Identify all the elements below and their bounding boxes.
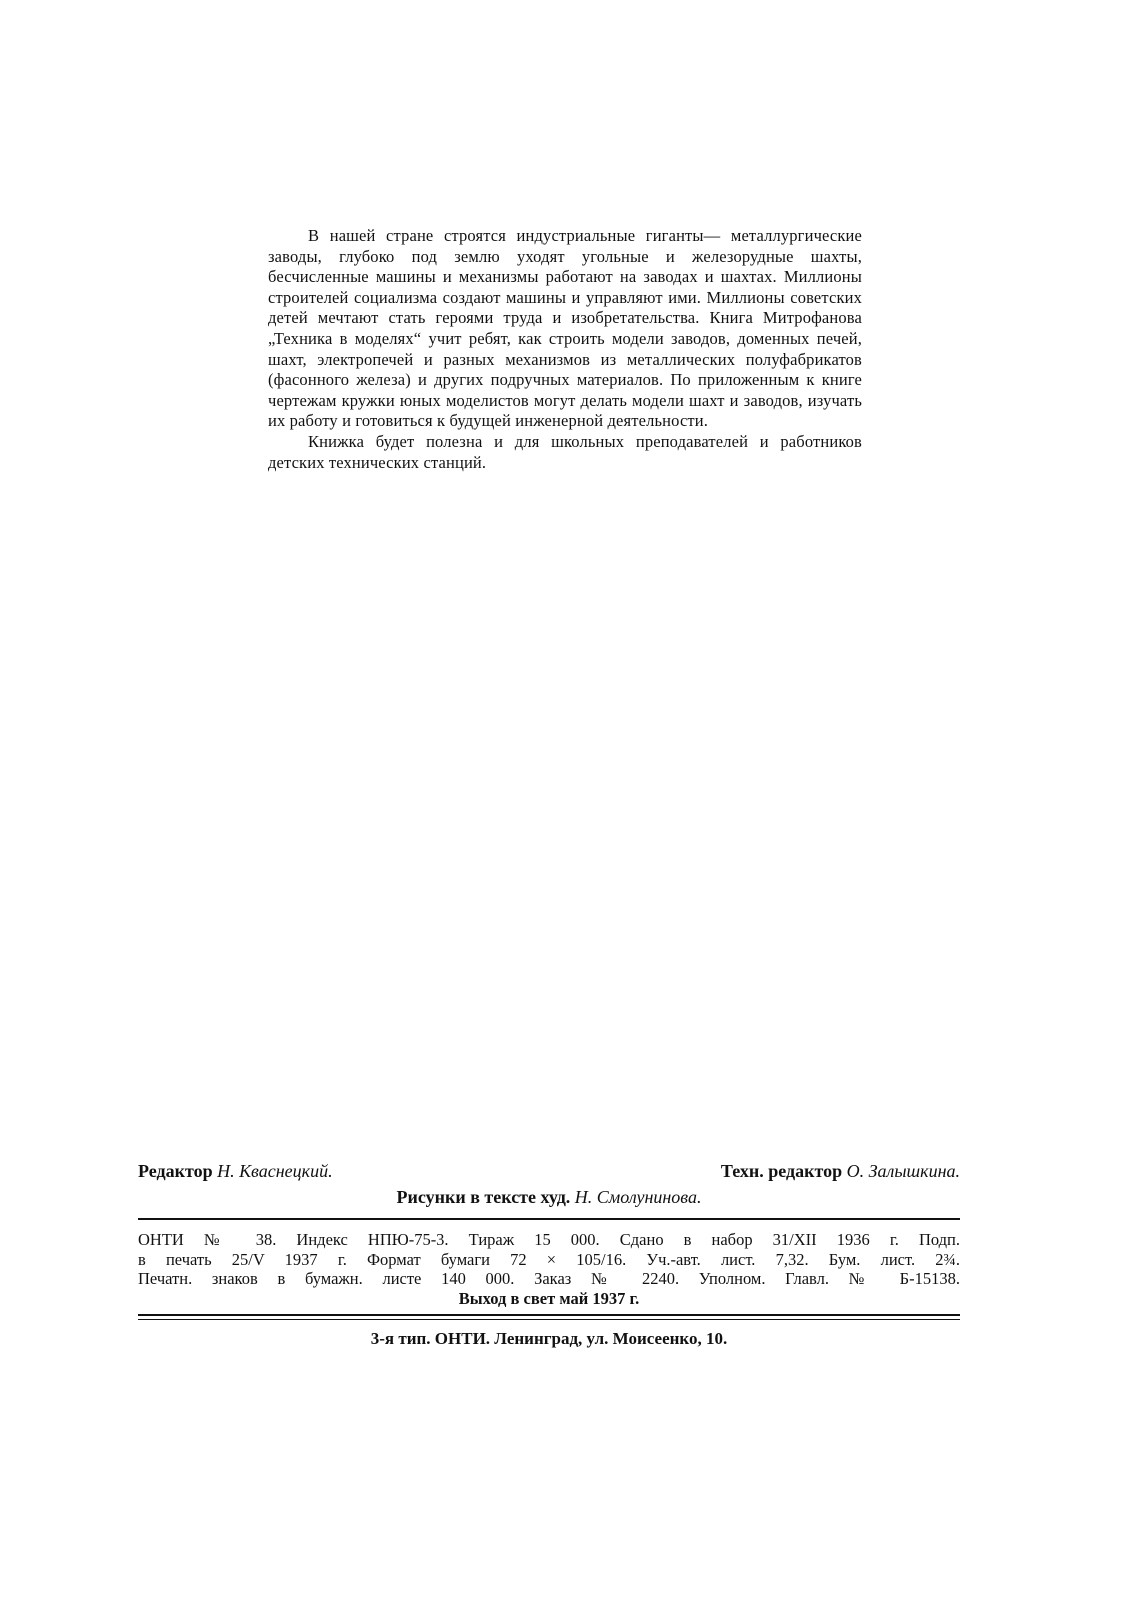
- colophon: [138, 1158, 960, 1350]
- annotation-paragraph: В нашей стране строятся индустриальные гиганты— металлургические заводы, глубоко под землю уходят угольные и железорудные шахты, бесчисленные машины и механизмы работают на заводах и шахтах. Миллионы строителей социализма создают машины и управляют ими. Миллионы советских детей мечтают стать героями труда и изобретательства. Книга Митрофанова „Техника в моделях“ учит ребят, как строить модели заводов, доменных печей, шахт, электропечей и разных механизмов из металлических полуфабрикатов (фасонного железа) и других подручных материалов. По приложенным к книге чертежам кружки юных моделистов могут делать модели шахт и заводов, изучать их работу и готовиться к будущей инженерной деятельности.: [268, 226, 862, 431]
- imprint-line: Печатн. знаков в бумажн. листе 140 000. Заказ № 2240. Уполном. Главл. № Б-15138.: [138, 1269, 960, 1288]
- editor-credit: [138, 1158, 333, 1184]
- imprint-line: в печать 25/V 1937 г. Формат бумаги 72 × 105/16. Уч.-авт. лист. 7,32. Бум. лист. 2¾.: [138, 1249, 960, 1269]
- book-annotation: [268, 226, 862, 473]
- imprint-line: ОНТИ № 38. Индекс НПЮ-75-3. Тираж 15 000. Сдано в набор 31/XII 1936 г. Подп.: [138, 1230, 960, 1249]
- editors-row: [138, 1158, 960, 1184]
- editor-label: Редактор: [138, 1161, 213, 1181]
- tech-editor-credit: [721, 1158, 960, 1184]
- annotation-paragraph: Книжка будет полезна и для школьных преподавателей и работников детских технических станций.: [268, 431, 862, 472]
- tech-editor-name: О. Залышкина.: [846, 1161, 960, 1181]
- tech-editor-label: Техн. редактор: [720, 1161, 843, 1181]
- release-date-line: Выход в свет май 1937 г.: [458, 1288, 640, 1308]
- illustrations-label: Рисунки в тексте худ.: [396, 1187, 571, 1207]
- editor-name: Н. Кваснецкий.: [217, 1161, 333, 1181]
- illustrator-name: Н. Смолунинова.: [574, 1187, 702, 1207]
- illustrations-credit: [138, 1184, 960, 1210]
- double-divider-rule: [138, 1314, 960, 1320]
- printer-line: 3-я тип. ОНТИ. Ленинград, ул. Моисеенко, 10.: [370, 1329, 728, 1348]
- divider-rule: [138, 1218, 960, 1220]
- imprint-block: [138, 1230, 960, 1308]
